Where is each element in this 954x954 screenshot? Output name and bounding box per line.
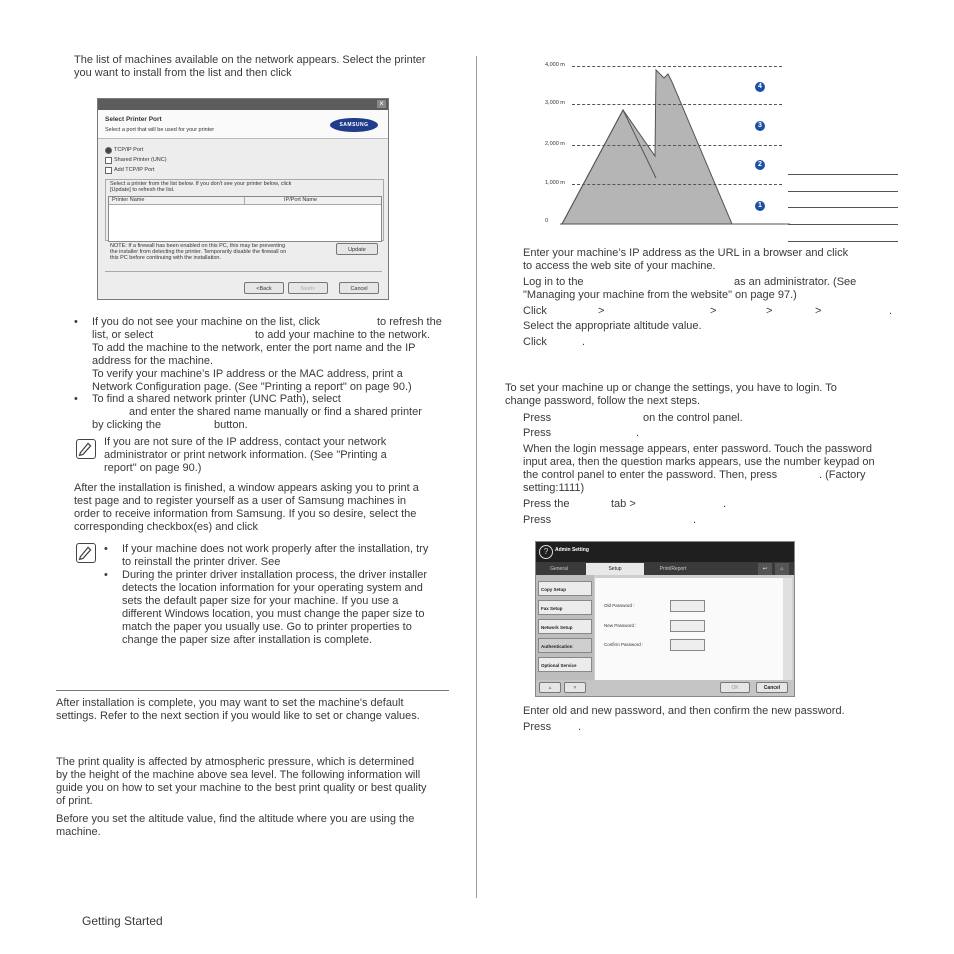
- note-icon: [76, 439, 96, 459]
- b1-line1a: If you do not see your machine on the list, click: [92, 316, 321, 328]
- tab-general[interactable]: General: [550, 566, 568, 572]
- tab-print-report[interactable]: Print/Report: [659, 566, 687, 572]
- sa3-c: >: [710, 305, 717, 317]
- sa5-b: .: [582, 336, 586, 348]
- note2a-line1: If your machine does not work properly after the installation, try: [122, 543, 429, 555]
- b1-line2a: list, or select: [92, 329, 154, 341]
- dash-4000: [572, 66, 782, 67]
- sc1: Enter old and new password, and then confirm the new password.: [523, 705, 845, 717]
- sa3-e: >: [815, 305, 822, 317]
- sa4: Select the appropriate altitude value.: [523, 320, 702, 332]
- after-line2: test page and to register yourself as a user of Samsung machines in: [74, 495, 407, 507]
- sc2-a: Press: [523, 721, 552, 733]
- scroll-up-icon[interactable]: ▲: [539, 682, 561, 693]
- admin-title: Admin Setting: [555, 547, 589, 553]
- sb2-b: .: [636, 427, 640, 439]
- confirm-password-field[interactable]: [670, 639, 705, 651]
- table-line: [788, 191, 898, 192]
- new-password-field[interactable]: [670, 620, 705, 632]
- confirm-password-label: Confirm Password :: [604, 642, 644, 647]
- sb2-a: Press: [523, 427, 552, 439]
- b2-line3b: button.: [214, 419, 248, 431]
- note1-line2: administrator or print network information. (See "Printing a: [104, 449, 387, 461]
- marker-4: 4: [755, 82, 765, 92]
- after-line4: corresponding checkbox(es) and click: [74, 521, 259, 533]
- option-shared: Shared Printer (UNC): [114, 157, 167, 163]
- login-line2: change password, follow the next steps.: [505, 395, 701, 407]
- sa2-a: Log in to the: [523, 276, 584, 288]
- b1-line2b: to add your machine to the network.: [255, 329, 430, 341]
- sa3-b: >: [598, 305, 605, 317]
- login-line1: To set your machine up or change the settings, you have to login. To: [505, 382, 837, 394]
- alt-before-line1: Before you set the altitude value, find the altitude where you are using the: [56, 813, 415, 825]
- dialog-title: Select Printer Port: [105, 116, 162, 123]
- add-tcpip-check[interactable]: [105, 167, 112, 174]
- sa1-line1: Enter your machine’s IP address as the URL in a browser and click: [523, 247, 849, 259]
- admin-tabs: [536, 562, 794, 575]
- tick-2000: 2,000 m: [545, 141, 565, 147]
- bullet-icon: •: [104, 543, 108, 555]
- printer-list[interactable]: [108, 196, 382, 242]
- side-fax-setup[interactable]: Fax Setup: [538, 600, 592, 615]
- bullet-icon: •: [74, 316, 78, 328]
- b2-line2: and enter the shared name manually or find a shared printer: [129, 406, 422, 418]
- back-icon[interactable]: ↩: [758, 563, 772, 575]
- admin-main: [595, 578, 783, 680]
- table-line: [788, 224, 898, 225]
- col-printer-name: Printer Name: [112, 197, 145, 203]
- tick-1000: 1,000 m: [545, 180, 565, 186]
- tick-4000: 4,000 m: [545, 62, 565, 68]
- footer-text: Getting Started: [82, 914, 163, 928]
- b1-line3: To add the machine to the network, enter the port name and the IP: [92, 342, 416, 354]
- cancel-button[interactable]: Cancel: [339, 282, 379, 294]
- help-icon[interactable]: ?: [539, 545, 553, 559]
- note2b-line2: detects the location information for your operating system and: [122, 582, 423, 594]
- side-network-setup[interactable]: Network Setup: [538, 619, 592, 634]
- column-divider: [476, 56, 477, 898]
- scroll-down-icon[interactable]: ▼: [564, 682, 586, 693]
- sb3-line1: When the login message appears, enter password. Touch the password: [523, 443, 872, 455]
- sa1-line2: to access the web site of your machine.: [523, 260, 716, 272]
- sa3-d: >: [766, 305, 773, 317]
- defaults-line1: After installation is complete, you may want to set the machine's default: [56, 697, 404, 709]
- old-password-field[interactable]: [670, 600, 705, 612]
- side-authentication[interactable]: Authentication: [538, 638, 592, 653]
- sb5-b: .: [693, 514, 697, 526]
- alt-before-line2: machine.: [56, 826, 101, 838]
- sa2-c: "Managing your machine from the website" on page 97.): [523, 289, 797, 301]
- marker-1: 1: [755, 201, 765, 211]
- table-line: [788, 174, 898, 175]
- section-rule: [56, 690, 449, 691]
- b2-line1: To find a shared network printer (UNC Path), select: [92, 393, 341, 405]
- tick-3000: 3,000 m: [545, 100, 565, 106]
- admin-scrollbar[interactable]: [783, 578, 792, 680]
- shared-printer-check[interactable]: [105, 157, 112, 164]
- side-copy-setup[interactable]: Copy Setup: [538, 581, 592, 596]
- home-icon[interactable]: ⌂: [775, 563, 789, 575]
- bullet-icon: •: [74, 393, 78, 405]
- note2b-line6: change the paper size after installation is complete.: [122, 634, 373, 646]
- note2a-line2: to reinstall the printer driver. See: [122, 556, 281, 568]
- old-password-label: Old Password :: [604, 603, 635, 608]
- note2b-line5: match the paper you usually use. Go to printer properties to: [122, 621, 412, 633]
- dialog-titlebar: [98, 99, 388, 110]
- dialog-subtitle: Select a port that will be used for your printer: [105, 127, 215, 133]
- intro-line-1: The list of machines available on the network appears. Select the printer: [74, 54, 426, 66]
- alt-intro-line1: The print quality is affected by atmospheric pressure, which is determined: [56, 756, 415, 768]
- b1-line1b: to refresh the: [377, 316, 442, 328]
- dialog-note-3: this PC before continuing with the installation.: [110, 255, 221, 261]
- note2b-line4: different Windows location, you must change the paper size to: [122, 608, 425, 620]
- sa5-a: Click: [523, 336, 547, 348]
- marker-3: 3: [755, 121, 765, 131]
- admin-cancel-button[interactable]: Cancel: [756, 682, 788, 693]
- side-optional-service[interactable]: Optional Service: [538, 657, 592, 672]
- tcpip-radio[interactable]: [105, 147, 112, 154]
- sb3-line2: input area, then the question marks appears, use the number keypad on: [523, 456, 875, 468]
- select-printer-port-dialog: [97, 98, 389, 300]
- sb1-b: on the control panel.: [643, 412, 743, 424]
- sb1-a: Press: [523, 412, 552, 424]
- marker-2: 2: [755, 160, 765, 170]
- table-line: [788, 241, 898, 242]
- note2b-line1: During the printer driver installation process, the driver installer: [122, 569, 428, 581]
- dialog-note-1: NOTE: If a firewall has been enabled on this PC, this may be preventing: [110, 243, 286, 249]
- alt-intro-line3: guide you on how to set your machine to the best print quality or best quality: [56, 782, 427, 794]
- note1-line1: If you are not sure of the IP address, contact your network: [104, 436, 387, 448]
- tick-0: 0: [545, 218, 549, 224]
- after-line1: After the installation is finished, a window appears asking you to print a: [74, 482, 419, 494]
- next-button[interactable]: Next>: [288, 282, 328, 294]
- note-icon: [76, 543, 96, 563]
- table-line: [788, 207, 898, 208]
- col-ip-port: IP/Port Name: [284, 197, 318, 203]
- sa2-b: as an administrator. (See: [734, 276, 857, 288]
- update-button[interactable]: Update: [336, 243, 378, 255]
- close-icon[interactable]: ×: [377, 100, 386, 108]
- admin-topbar: [536, 542, 794, 562]
- intro-line-2: you want to install from the list and then click: [74, 67, 292, 79]
- dash-1000: [572, 184, 782, 185]
- samsung-logo: SAMSUNG: [330, 118, 378, 132]
- alt-intro-line2: by the height of the machine above sea level. The following information will: [56, 769, 421, 781]
- bullet-icon: •: [104, 569, 108, 581]
- dash-2000: [572, 145, 782, 146]
- admin-bottom-bar: [536, 680, 794, 696]
- group-text-2: [Update] to refresh the list.: [110, 187, 175, 193]
- sb4-c: .: [723, 498, 727, 510]
- note2b-line3: sets the default paper size for your machine. If you use a: [122, 595, 399, 607]
- admin-setting-panel: [535, 541, 795, 697]
- ok-button[interactable]: OK: [720, 682, 750, 693]
- group-text-1: Select a printer from the list below. If you don't see your printer below, click: [110, 181, 292, 187]
- sa3-f: .: [889, 305, 893, 317]
- sb4-a: Press the: [523, 498, 570, 510]
- b1-line5: To verify your machine’s IP address or the MAC address, print a: [92, 368, 403, 380]
- tab-setup[interactable]: Setup: [586, 563, 644, 575]
- defaults-line2: settings. Refer to the next section if you would like to set or change values.: [56, 710, 420, 722]
- dialog-header: [98, 110, 388, 139]
- admin-sidebar: [536, 575, 594, 680]
- note1-line3: report" on page 90.): [104, 462, 202, 474]
- dash-3000: [572, 104, 782, 105]
- b1-line6: Network Configuration page. (See "Printing a report" on page 90.): [92, 381, 412, 393]
- sc2-b: .: [578, 721, 582, 733]
- dialog-note-2: the installer from detecting the printer. Temporarily disable the firewall on: [110, 249, 287, 255]
- option-tcpip: TCP/IP Port: [114, 147, 144, 153]
- after-line3: order to receive information from Samsung. If you so desire, select the: [74, 508, 417, 520]
- sa3-a: Click: [523, 305, 547, 317]
- b2-line3a: by clicking the: [92, 419, 162, 431]
- back-button[interactable]: <Back: [244, 282, 284, 294]
- sb3-line3: the control panel to enter the password. Then, press: [523, 469, 778, 481]
- option-add-tcpip: Add TCP/IP Port: [114, 167, 155, 173]
- sb4-b: tab >: [611, 498, 636, 510]
- alt-intro-line4: of print.: [56, 795, 93, 807]
- new-password-label: New Password :: [604, 623, 637, 628]
- sb3-line3b: . (Factory: [819, 469, 866, 481]
- sb3-line4: setting:1111): [523, 482, 585, 494]
- b1-line4: address for the machine.: [92, 355, 214, 367]
- list-header: [109, 197, 381, 205]
- sb5-a: Press: [523, 514, 552, 526]
